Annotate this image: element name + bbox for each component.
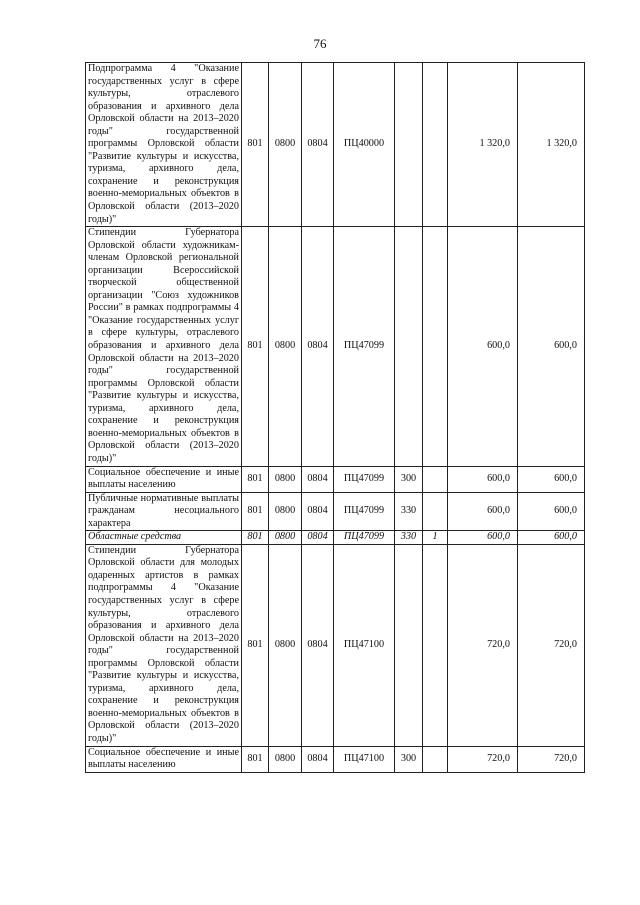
subtype-code (423, 63, 448, 227)
amount-2: 1 320,0 (518, 63, 585, 227)
amount-2: 600,0 (518, 492, 585, 531)
table-row (86, 492, 585, 531)
section-code: 0800 (269, 227, 302, 466)
section-code: 0800 (269, 746, 302, 772)
amount-1: 720,0 (448, 746, 518, 772)
amount-2: 600,0 (518, 466, 585, 492)
target-item-code: ПЦ47100 (334, 544, 395, 746)
row-name: Социальное обеспечение и иные выплаты населению (86, 746, 242, 772)
department-code: 801 (242, 531, 269, 545)
subsection-code: 0804 (302, 492, 334, 531)
section-code: 0800 (269, 466, 302, 492)
department-code: 801 (242, 227, 269, 466)
section-code: 0800 (269, 63, 302, 227)
department-code: 801 (242, 63, 269, 227)
expense-type-code (395, 227, 423, 466)
amount-1: 720,0 (448, 544, 518, 746)
department-code: 801 (242, 746, 269, 772)
expense-type-code: 330 (395, 531, 423, 545)
subtype-code (423, 544, 448, 746)
department-code: 801 (242, 466, 269, 492)
target-item-code: ПЦ40000 (334, 63, 395, 227)
expense-type-code: 330 (395, 492, 423, 531)
section-code: 0800 (269, 492, 302, 531)
expense-type-code: 300 (395, 466, 423, 492)
department-code: 801 (242, 492, 269, 531)
amount-2: 600,0 (518, 531, 585, 545)
table-row (86, 544, 585, 746)
row-name: Подпрограмма 4 "Оказание государственных услуг в сфере культуры, отраслевого образования и архивного дела Орловской области на 2013–2020 годы" государственной программы Орловской области "Развитие культуры и искусства, туризма, архивного дела, сохранение и реконструкция военно-мемориальных объектов в Орловской области (2013–2020 годы)" (86, 63, 242, 227)
table-row (86, 746, 585, 772)
amount-1: 600,0 (448, 227, 518, 466)
subsection-code: 0804 (302, 746, 334, 772)
page-number: 76 (313, 36, 327, 51)
amount-1: 1 320,0 (448, 63, 518, 227)
target-item-code: ПЦ47099 (334, 466, 395, 492)
expense-type-code (395, 544, 423, 746)
amount-1: 600,0 (448, 466, 518, 492)
row-name: Публичные нормативные выплаты гражданам несоциального характера (86, 492, 242, 531)
table-row (86, 63, 585, 227)
subtype-code (423, 746, 448, 772)
target-item-code: ПЦ47100 (334, 746, 395, 772)
target-item-code: ПЦ47099 (334, 492, 395, 531)
subtype-code (423, 492, 448, 531)
amount-1: 600,0 (448, 492, 518, 531)
target-item-code: ПЦ47099 (334, 531, 395, 545)
table-row (86, 531, 585, 545)
section-code: 0800 (269, 531, 302, 545)
subsection-code: 0804 (302, 544, 334, 746)
department-code: 801 (242, 544, 269, 746)
row-name: Областные средства (86, 531, 242, 545)
subsection-code: 0804 (302, 531, 334, 545)
subtype-code (423, 466, 448, 492)
target-item-code: ПЦ47099 (334, 227, 395, 466)
amount-1: 600,0 (448, 531, 518, 545)
row-name: Стипендии Губернатора Орловской области для молодых одаренных артистов в рамках подпрограммы 4 "Оказание государственных услуг в сфере культуры, отраслевого образования и архивного дела Орловской области на 2013–2020 годы" государственной программы Орловской области "Развитие культуры и искусства, туризма, архивного дела, сохранение и реконструкция военно-мемориальных объектов в Орловской области (2013–2020 годы)" (86, 544, 242, 746)
row-name: Социальное обеспечение и иные выплаты населению (86, 466, 242, 492)
section-code: 0800 (269, 544, 302, 746)
row-name: Стипендии Губернатора Орловской области художникам-членам Орловской региональной организации Всероссийской творческой общественной организации "Союз художников России" в рамках подпрограммы 4 "Оказание государственных услуг в сфере культуры, отраслевого образования и архивного дела Орловской области на 2013–2020 годы" государственной программы Орловской области "Развитие культуры и искусства, туризма, архивного дела, сохранение и реконструкция военно-мемориальных объектов в Орловской области (2013–2020 годы)" (86, 227, 242, 466)
budget-table (85, 62, 585, 773)
expense-type-code: 300 (395, 746, 423, 772)
subsection-code: 0804 (302, 227, 334, 466)
amount-2: 720,0 (518, 746, 585, 772)
subsection-code: 0804 (302, 63, 334, 227)
table-row (86, 227, 585, 466)
subsection-code: 0804 (302, 466, 334, 492)
amount-2: 600,0 (518, 227, 585, 466)
subtype-code (423, 227, 448, 466)
subtype-code: 1 (423, 531, 448, 545)
expense-type-code (395, 63, 423, 227)
table-row (86, 466, 585, 492)
amount-2: 720,0 (518, 544, 585, 746)
